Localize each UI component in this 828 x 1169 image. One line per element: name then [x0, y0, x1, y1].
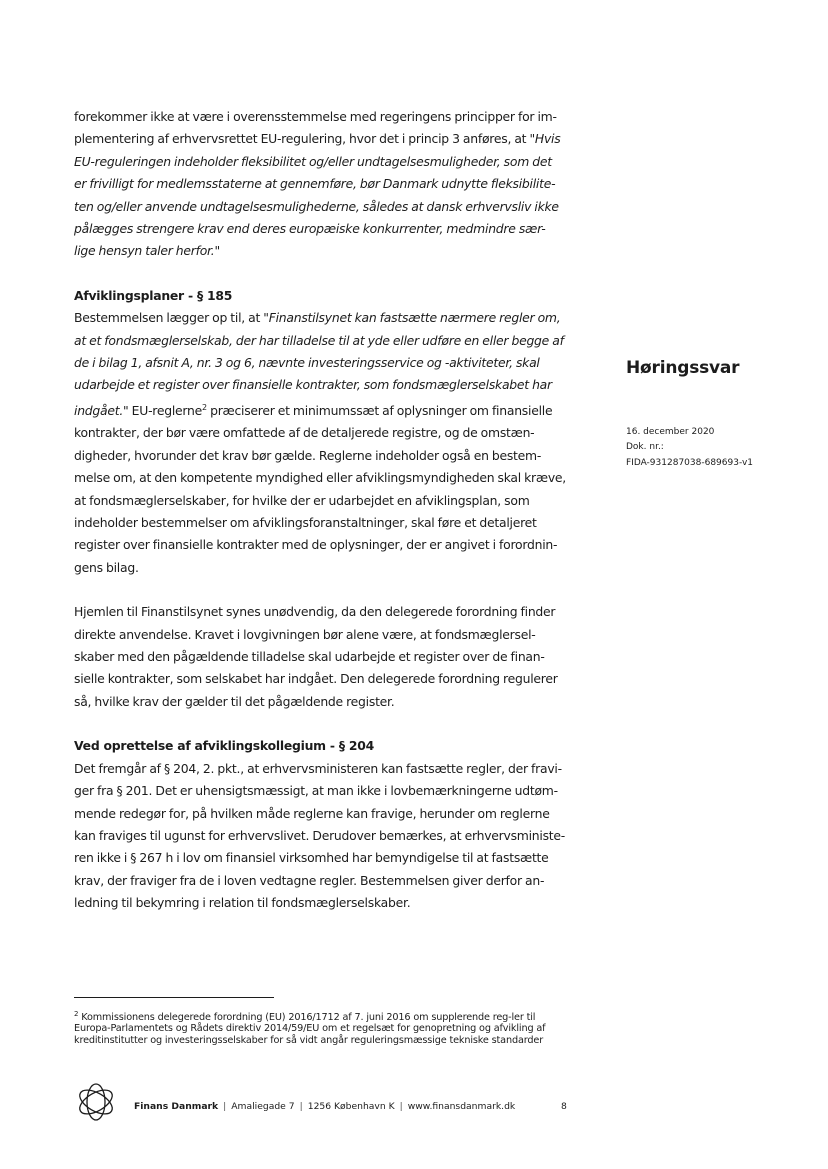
quoted-text: Hvis EU-reguleringen indeholder fleksibilitet og/eller undtagelsesmuligheder, som det er frivilligt for medlemsstaterne at gennemføre, bør Danmark udnytte fleksibilite-ten og/eller anvende undtagelsesmulighederne, således at dansk erhvervsliv ikke pålægges strengere krav end deres europæiske konkurrenter, medmindre sær-lige hensyn taler herfor. — [74, 131, 561, 259]
text-run: " — [214, 243, 220, 259]
footer-address: Amaliegade 7 — [231, 1101, 295, 1112]
heading-afviklingskollegium: Ved oprettelse af afviklingskollegium - § 204 — [74, 738, 374, 754]
text-run: præciserer et minimumssæt af oplysninger om finansielle kontrakter, der bør være omfattede af de detaljerede registre, og de omstæn-digheder, hvorunder det krav bør gælde. Reglerne indeholder også en bestem-melse om, at den kompetente myndighed eller afviklingsmyndigheden skal kræve, at fondsmæglerselskaber, for hvilke der er udarbejdet en afviklingsplan, som indeholder bestemmelser om afviklingsforanstaltninger, skal føre et detaljeret register over finansielle kontrakter med de oplysninger, der er angivet i forordnin-gens bilag. — [74, 403, 566, 575]
footer — [134, 1101, 515, 1112]
paragraph-regulation-principles — [74, 106, 566, 263]
main-content — [74, 106, 566, 915]
heading-afviklingsplaner: Afviklingsplaner - § 185 — [74, 287, 233, 303]
footer-separator: | — [223, 1101, 227, 1112]
text-run: " EU-reglerne — [123, 403, 203, 418]
footnote — [74, 1009, 566, 1046]
footer-website-link[interactable]: www.finansdanmark.dk — [407, 1101, 516, 1112]
text-run: Bestemmelsen lægger op til, at " — [74, 310, 269, 326]
document-date: 16. december 2020 — [626, 427, 715, 437]
finans-danmark-logo-icon — [74, 1080, 118, 1124]
text-run: forekommer ikke at være i overensstemmelse med regeringens principper for im- — [74, 109, 557, 124]
document-number-label: Dok. nr.: — [626, 442, 664, 453]
page-number: 8 — [561, 1101, 567, 1112]
document-type-title: Høringssvar — [626, 358, 740, 378]
footer-separator: | — [399, 1101, 403, 1112]
footnote-text: Kommissionens delegerede forordning (EU) 2016/1712 af 7. juni 2016 om supplerende reg-ler til Europa-Parlamentets og Rådets direktiv 2014/59/EU om et regelsæt for genopretning og afvikling af kreditinstitutter og investeringsselskaber for så vidt angår reguleringsmæssige tekniske standarder — [74, 1012, 546, 1046]
footnote-reference: 2 — [202, 402, 207, 412]
text-run: plementering af erhvervsrettet EU-regulering, hvor det i princip 3 anføres, at " — [74, 131, 535, 147]
footer-brand: Finans Danmark — [134, 1101, 219, 1112]
document-meta — [626, 425, 753, 471]
footnote-divider — [74, 997, 274, 998]
paragraph-afviklingskollegium: Det fremgår af § 204, 2. pkt., at erhvervsministeren kan fastsætte regler, der fravi-ger fra § 201. Det er uhensigtsmæssigt, at man ikke i lovbemærkningerne udtøm-mende redegør for, på hvilken måde reglerne kan fravige, herunder om reglerne kan fraviges til ugunst for erhvervslivet. Derudover bemærkes, at erhvervsministe-ren ikke i § 267 h i lov om finansiel virksomhed har bemyndigelse til at fastsætte krav, der fraviger fra de i loven vedtagne regler. Bestemmelsen giver derfor an-ledning til bekymring i relation til fondsmæglerselskaber. — [74, 760, 566, 911]
paragraph-afviklingsplaner — [74, 307, 566, 579]
paragraph-hjemlen: Hjemlen til Finanstilsynet synes unødvendig, da den delegerede forordning finder direkte anvendelse. Kravet i lovgivningen bør alene være, at fondsmæglersel-skaber med den pågældende tilladelse skal udarbejde et register over de finan-sielle kontrakter, som selskabet har indgået. Den delegerede forordning regulerer så, hvilke krav der gælder til det pågældende register. — [74, 604, 558, 709]
quoted-text: Finanstilsynet kan fastsætte nærmere regler om, at et fondsmæglerselskab, der har tilladelse til at yde eller udføre en eller begge af de i bilag 1, afsnit A, nr. 3 og 6, nævnte investeringsservice og -aktiviteter, skal udarbejde et register over finansielle kontrakter, som fondsmæglerselskabet har indgået. — [74, 310, 564, 418]
footer-city: 1256 København K — [307, 1101, 395, 1112]
document-number: FIDA-931287038-689693-v1 — [626, 457, 754, 468]
footnote-mark: 2 — [74, 1010, 79, 1018]
sidebar — [626, 358, 816, 378]
footer-separator: | — [299, 1101, 303, 1112]
